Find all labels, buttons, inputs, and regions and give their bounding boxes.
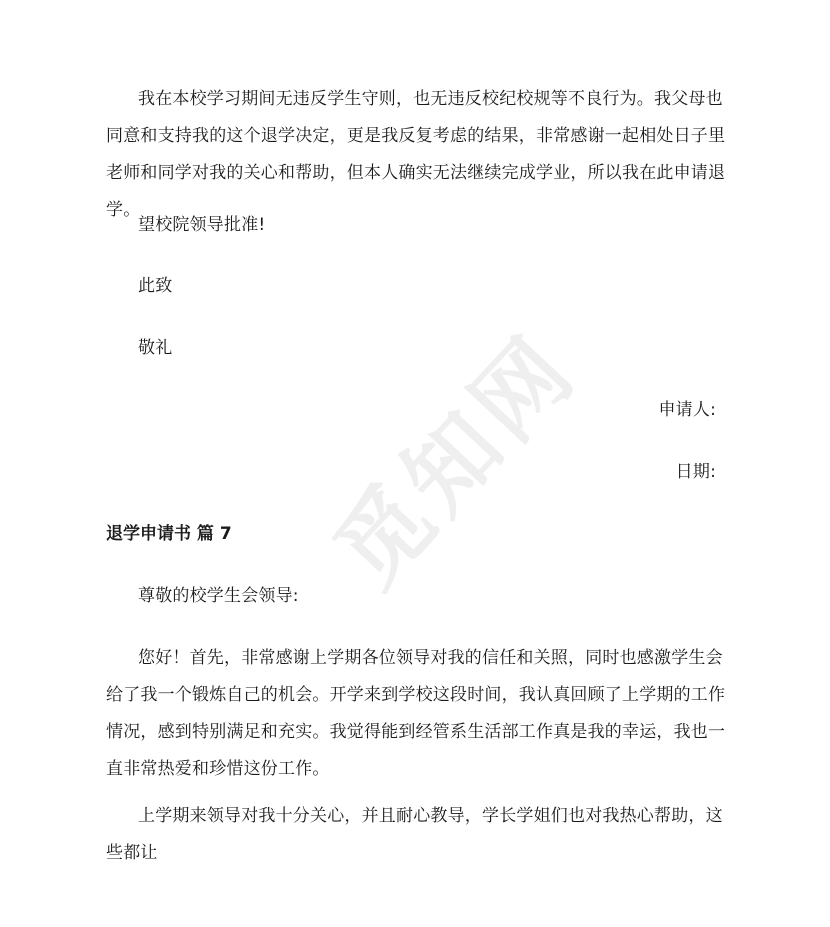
watermark: 觅知网	[314, 314, 598, 607]
body-paragraph: 上学期来领导对我十分关心，并且耐心教导，学长学姐们也对我热心帮助，这些都让	[106, 806, 723, 863]
body-paragraph: 我在本校学习期间无违反学生守则，也无违反校纪校规等不良行为。我父母也同意和支持我的这个退学决定，更是我反复考虑的结果，非常感谢一起相处日子里老师和同学对我的关心和帮助，但本人确实无法继续完成学业，所以我在此申请退学。	[106, 89, 726, 220]
closing-line: 敬礼	[138, 338, 173, 358]
salutation: 尊敬的校学生会领导:	[138, 586, 299, 606]
body-paragraph: 您好！首先，非常感谢上学期各位领导对我的信任和关照，同时也感激学生会给了我一个锻炼自己的机会。开学来到学校这段时间，我认真回顾了上学期的工作情况，感到特别满足和充实。我觉得能到经管系生活部工作真是我的幸运，我也一直非常热爱和珍惜这份工作。	[106, 648, 726, 779]
closing-line: 此致	[138, 276, 173, 296]
request-line: 望校院领导批准!	[138, 215, 266, 235]
applicant-label: 申请人:	[658, 400, 716, 420]
date-label: 日期:	[675, 462, 716, 482]
section-heading: 退学申请书 篇 7	[106, 524, 232, 544]
